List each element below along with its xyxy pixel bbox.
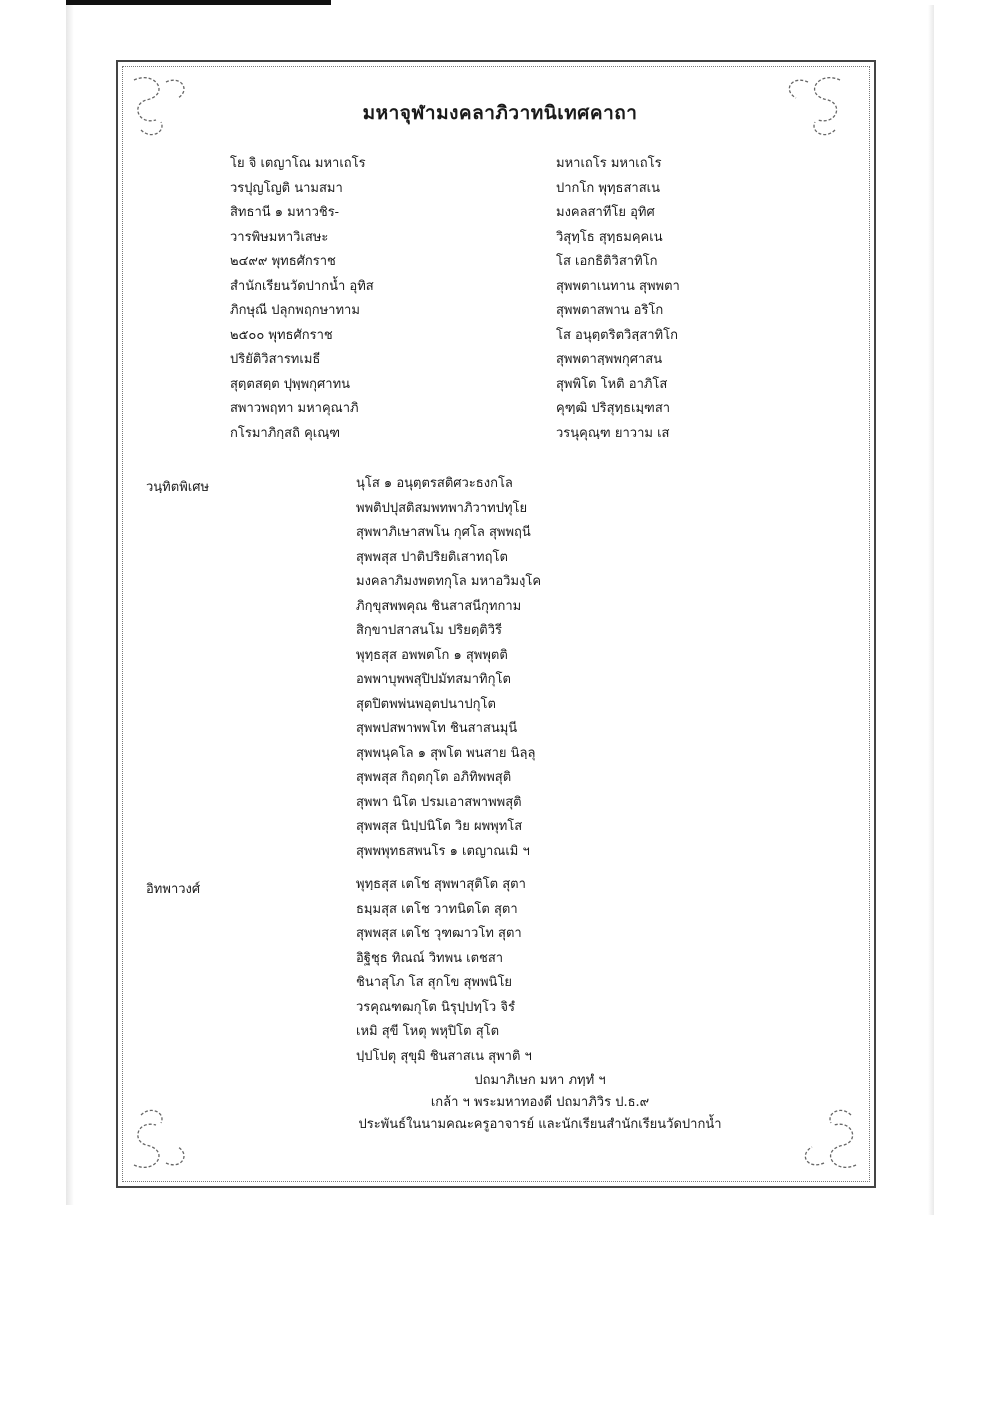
verse-line: สุพพตาสพาน อริโก xyxy=(556,303,664,318)
scan-top-bar xyxy=(66,0,331,5)
verse-line: กโรมาภิกฺสถิ คุเณฺฑ xyxy=(230,425,341,441)
verse-line: สุพพตาสฺพพกุศาสน xyxy=(556,352,663,367)
verse-line: ๒๕๐๐ พุทธศักราช xyxy=(230,327,333,343)
body-line: ภิกฺขุสพพคุณ ชินสาสนีกุทกาม xyxy=(356,598,522,614)
verse-column-right xyxy=(556,152,680,446)
signature-line: ประพันธ์ในนามคณะครูอาจารย์ และนักเรียนสำนักเรียนวัดปากน้ำ xyxy=(358,1117,722,1132)
verse-line: ปริยัติวิสารทเมธี xyxy=(230,352,321,367)
document-title: มหาจุฬามงคลาภิวาทนิเทศคาถา xyxy=(362,102,638,124)
signature-block xyxy=(0,1070,1000,1136)
scan-edge-left xyxy=(66,5,74,1205)
body-line: สุพพนุคโล ๑ สุพโต พนสาย นิลฺลุ xyxy=(356,745,536,761)
verse-line: สำนักเรียนวัดปากน้ำ อุทิส xyxy=(230,278,374,294)
scan-edge-right xyxy=(928,5,934,1215)
body-line: สุพพปสพาพพโท ชินสาสนมุนี xyxy=(356,721,518,736)
section-label-2: อิทพาวงศ์ xyxy=(146,882,201,897)
verse-line: โส อนุตฺตริตวิสฺสาทิโก xyxy=(556,327,678,343)
body-line: อพพาบุพพสุปิปมัทสมาทิกุโต xyxy=(356,672,511,687)
body-line: พุทฺธสุส เตโช สุพพาสุติโต สุตา xyxy=(356,877,526,892)
verse-line: โส เอกธิติวิสาทิโก xyxy=(556,254,658,269)
body-line: สุพพสุส เตโช วุฑฒาวโท สุตา xyxy=(356,926,522,941)
verse-line: วรนุคุณฺฑ ยาวาม เส xyxy=(556,425,670,441)
body-line: มงคลาภิมงพตทกุโล มหาอวิมงฺโค xyxy=(356,574,542,589)
verse-line: สพาวพฤทา มหาคุณาภิ xyxy=(230,401,359,416)
verse-line: สุตฺตสตฺต ปุพฺพกุศาทน xyxy=(230,376,351,392)
body-line: สุพพสุส กิฤตกุโต อภิทิพพสุติ xyxy=(356,770,512,785)
verse-line: มหาเถโร มหาเถโร xyxy=(556,156,662,171)
body-line: ปฺปโปตุ สุขุมิ ชินสาสเน สุพาติ ฯ xyxy=(356,1048,532,1064)
verse-column-left xyxy=(230,152,374,446)
body-line: สุพพพุทธสพนโร ๑ เตญาณเมิ ฯ xyxy=(356,843,530,859)
verse-line: คุฑฺฒิ ปริสุทฺธเมฺฑสา xyxy=(556,401,671,416)
body-line: พพติปปุสติสมพทพาภิวาทปทุโย xyxy=(356,500,528,516)
body-line: พุทฺธสุส อพพตโก ๑ สุพพุตติ xyxy=(356,647,508,663)
verse-line: วรปุญโญติ นามสมา xyxy=(230,180,343,196)
verse-line: ๒๔๙๙ พุทธศักราช xyxy=(230,254,336,269)
verse-line: สุพพิโต โหติ อาภิโส xyxy=(556,376,668,392)
body-line: วรคุณฑฒกุโต นิรุปฺปทฺโว จิรํ xyxy=(356,999,515,1015)
section-2-body xyxy=(356,873,532,1069)
verse-line: โย จิ เตญาโณ มหาเถโร xyxy=(230,156,366,171)
signature-line: เกล้า ฯ พระมหาทองดี ปถมาภิวิร ป.ธ.๙ xyxy=(430,1095,650,1110)
body-line: ธมฺมสุส เตโช วาทนิตโต สุตา xyxy=(356,901,518,917)
body-line: สุพพาภิเษาสพโน กุศโล สุพพฤนี xyxy=(356,525,531,540)
body-line: สิกฺขาปสาสนโม ปริยตฺติวิรี xyxy=(356,623,503,638)
body-line: สุตปิตพพ่นพอุตปนาปกุโต xyxy=(356,696,496,712)
verse-line: ภิกษุณี ปลุกพฤกษาทาม xyxy=(230,303,360,318)
verse-line: วิสุทฺโธ สุทฺธมคฺคเน xyxy=(556,229,663,245)
section-1-body xyxy=(356,472,541,864)
verse-line: ปากโก พุทฺธสาสเน xyxy=(556,180,660,196)
body-line: เหมิ สุขี โหตุ พหุปิโต สุโต xyxy=(356,1024,500,1039)
body-line: สุพพสุส ปาติปริยติเสาทฤโต xyxy=(356,549,508,565)
body-line: ชินาสุโภ โส สุกโข สุพพนิโย xyxy=(356,975,513,990)
section-label-1: วนฺทิตพิเศษ xyxy=(146,480,210,495)
signature-line: ปถมาภิเษก มหา ภทฺทํ ฯ xyxy=(474,1073,606,1088)
body-line: สุพพา นิโต ปรมเอาสพาพพสุติ xyxy=(356,794,522,810)
verse-line: วารพิษมหาวิเสษะ xyxy=(230,229,329,245)
verse-line: สุพพตาเนทาน สุพพตา xyxy=(556,278,680,294)
verse-line: สิทธานี ๑ มหาวชิร- xyxy=(230,205,340,220)
body-line: อิฐิชุธ ทิณณ์ วิทพน เตชสา xyxy=(356,950,504,966)
body-line: นุโส ๑ อนุตฺตรสติศวะธงกโล xyxy=(356,476,513,491)
body-line: สุพพสุส นิปฺปนิโต วิย ผพพุทโส xyxy=(356,819,523,834)
verse-line: มงคลสาทีโย อุทิศ xyxy=(556,205,655,220)
